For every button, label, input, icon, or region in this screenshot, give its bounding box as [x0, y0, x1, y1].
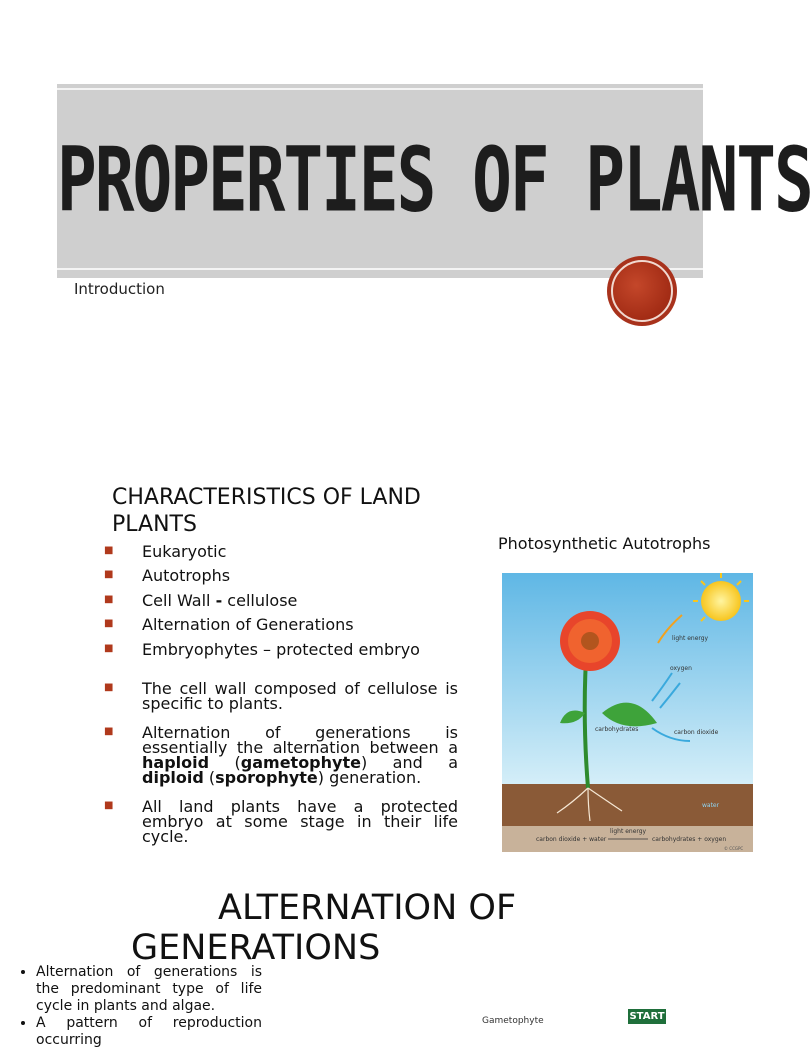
- list-item: Alternation of Generations: [142, 615, 354, 634]
- equation-left: carbon dioxide + water: [536, 836, 607, 843]
- label-water: water: [702, 802, 720, 809]
- list-item: • A pattern of reproduction occurring: [36, 1015, 262, 1049]
- bullet-icon: ■: [104, 618, 114, 629]
- copyright-label: © CCGPC: [724, 846, 744, 851]
- start-badge: START: [629, 1011, 665, 1022]
- bullet-icon: ■: [104, 594, 114, 605]
- characteristics-heading: CHARACTERISTICS OF LAND PLANTS: [112, 485, 421, 537]
- list-item: • Alternation of generations is the predominant type of life cycle in plants and algae.: [36, 964, 262, 1015]
- slide-title: PROPERTIES OF PLANTS: [57, 128, 812, 232]
- decorative-circle-inner: [611, 260, 673, 322]
- alternation-heading-line2: GENERATIONS: [131, 928, 381, 968]
- label-light-energy-bottom: light energy: [610, 828, 647, 835]
- bullet-icon: ■: [104, 545, 114, 556]
- flower-icon: [560, 611, 620, 671]
- image-caption: Photosynthetic Autotrophs: [498, 534, 711, 553]
- photosynthesis-illustration: [502, 573, 753, 852]
- bullet-icon: ■: [104, 569, 114, 580]
- title-banner: [57, 84, 812, 278]
- list-item: Autotrophs: [142, 566, 231, 585]
- bullet-icon: ■: [104, 682, 114, 693]
- banner-bottom-rule: [57, 268, 703, 270]
- label-carbohydrates: carbohydrates: [595, 726, 639, 733]
- paragraph-alternation: Alternation of generations is essentially the alternation between a haploid (gametophyte) and a diploid (sporophyte) generation.: [142, 723, 459, 787]
- bullet-icon: ■: [104, 726, 114, 737]
- list-item: Embryophytes – protected embryo: [142, 640, 420, 659]
- list-item: Cell Wall - cellulose: [142, 591, 298, 610]
- gametophyte-label: Gametophyte: [482, 1016, 544, 1026]
- paragraph-cell-wall: The cell wall composed of cellulose is specific to plants.: [142, 679, 458, 713]
- list-item: Eukaryotic: [142, 542, 227, 561]
- label-light-energy: light energy: [672, 635, 709, 642]
- bullet-icon: ■: [104, 800, 114, 811]
- label-oxygen: oxygen: [670, 665, 692, 672]
- alternation-bullets: [16, 964, 262, 1049]
- slide-subtitle: Introduction: [74, 280, 165, 298]
- banner-top-rule: [57, 88, 703, 90]
- label-carbon-dioxide: carbon dioxide: [674, 729, 719, 736]
- equation-right: carbohydrates + oxygen: [652, 836, 727, 843]
- alternation-heading-line1: ALTERNATION OF: [218, 888, 517, 928]
- bullet-icon: ■: [104, 643, 114, 654]
- paragraph-embryo: All land plants have a protected embryo at some stage in their life cycle.: [142, 797, 458, 846]
